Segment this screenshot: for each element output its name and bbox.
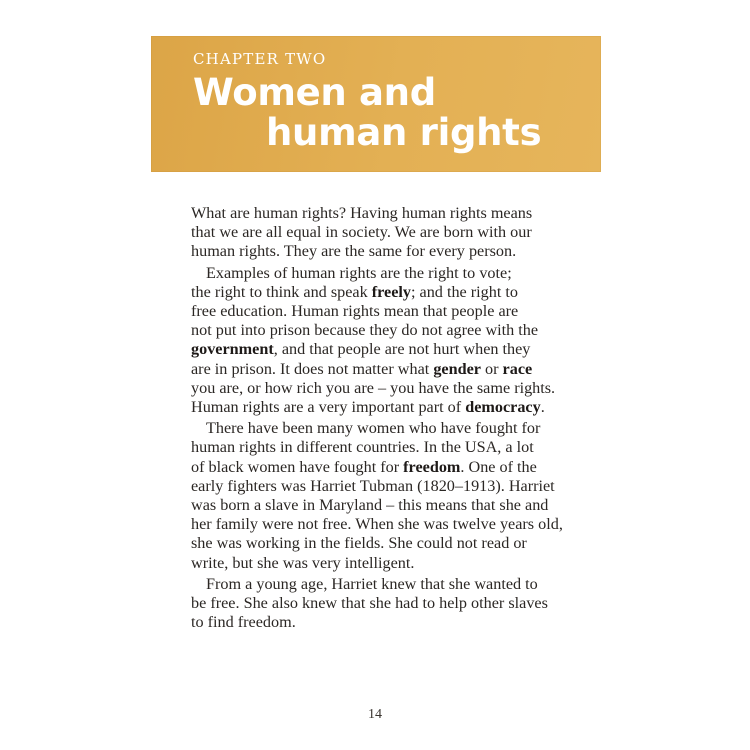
text-run: write, but she was very intelligent. <box>191 553 415 572</box>
text-line <box>191 242 601 261</box>
text-run: was born a slave in Maryland – this means that she and <box>191 496 549 515</box>
paragraph <box>191 264 601 418</box>
glossary-term: freedom <box>403 457 461 476</box>
text-line <box>191 283 601 302</box>
glossary-term: gender <box>433 359 481 378</box>
text-run: human rights. They are the same for every person. <box>191 242 517 261</box>
chapter-title-line-2: human rights <box>266 111 542 154</box>
text-run: Examples of human rights are the right to vote; <box>206 263 512 282</box>
text-line <box>191 554 601 573</box>
text-run: are in prison. It does not matter what <box>191 359 434 378</box>
text-run: her family were not free. When she was twelve years old, <box>191 515 563 534</box>
text-line <box>191 223 601 242</box>
text-run: to find freedom. <box>191 613 296 632</box>
glossary-term: race <box>502 359 533 378</box>
text-line <box>191 458 601 477</box>
text-line <box>191 594 601 613</box>
text-line <box>191 264 601 283</box>
text-line <box>191 575 601 594</box>
text-run: What are human rights? Having human rights means <box>191 204 533 222</box>
text-run: be free. She also knew that she had to help other slaves <box>191 594 548 613</box>
text-run: ; and the right to <box>410 282 518 301</box>
text-line <box>191 340 601 359</box>
text-run: There have been many women who have fought for <box>206 419 541 438</box>
page-number: 14 <box>368 707 382 722</box>
text-line <box>191 534 601 553</box>
text-run: , and that people are not hurt when they <box>273 340 531 359</box>
text-line <box>191 613 601 632</box>
text-line <box>191 419 601 438</box>
text-run: From a young age, Harriet knew that she wanted to <box>206 574 538 593</box>
text-line <box>191 360 601 379</box>
text-run: you are, or how rich you are – you have the same rights. <box>191 378 556 397</box>
text-run: early fighters was Harriet Tubman (1820–1913). Harriet <box>191 476 555 495</box>
text-run: not put into prison because they do not agree with the <box>191 321 539 340</box>
text-run: she was working in the fields. She could not read or <box>191 534 527 553</box>
paragraph <box>191 204 601 262</box>
text-line <box>191 515 601 534</box>
chapter-title-line-1: Women and <box>193 71 436 114</box>
glossary-term: freely <box>371 282 411 301</box>
text-run: . One of the <box>460 457 537 476</box>
text-line <box>191 496 601 515</box>
text-run: that we are all equal in society. We are born with our <box>191 223 532 242</box>
text-line <box>191 438 601 457</box>
chapter-label: CHAPTER TWO <box>193 50 327 68</box>
glossary-term: government <box>191 340 274 359</box>
text-run: or <box>480 359 503 378</box>
chapter-title <box>193 73 593 153</box>
paragraph <box>191 575 601 633</box>
text-line <box>191 302 601 321</box>
text-run: Human rights are a very important part of <box>191 398 466 417</box>
text-line <box>191 398 601 417</box>
text-line <box>191 321 601 340</box>
text-line <box>191 379 601 398</box>
chapter-banner <box>151 36 601 172</box>
text-line <box>191 477 601 496</box>
body-text <box>191 204 601 632</box>
text-run: human rights in different countries. In the USA, a lot <box>191 438 534 457</box>
text-run: . <box>540 398 545 417</box>
text-line <box>191 204 601 223</box>
text-run: of black women have fought for <box>191 457 404 476</box>
glossary-term: democracy <box>465 398 541 417</box>
paragraph <box>191 419 601 573</box>
text-run: free education. Human rights mean that people are <box>191 302 519 321</box>
text-run: the right to think and speak <box>191 282 372 301</box>
